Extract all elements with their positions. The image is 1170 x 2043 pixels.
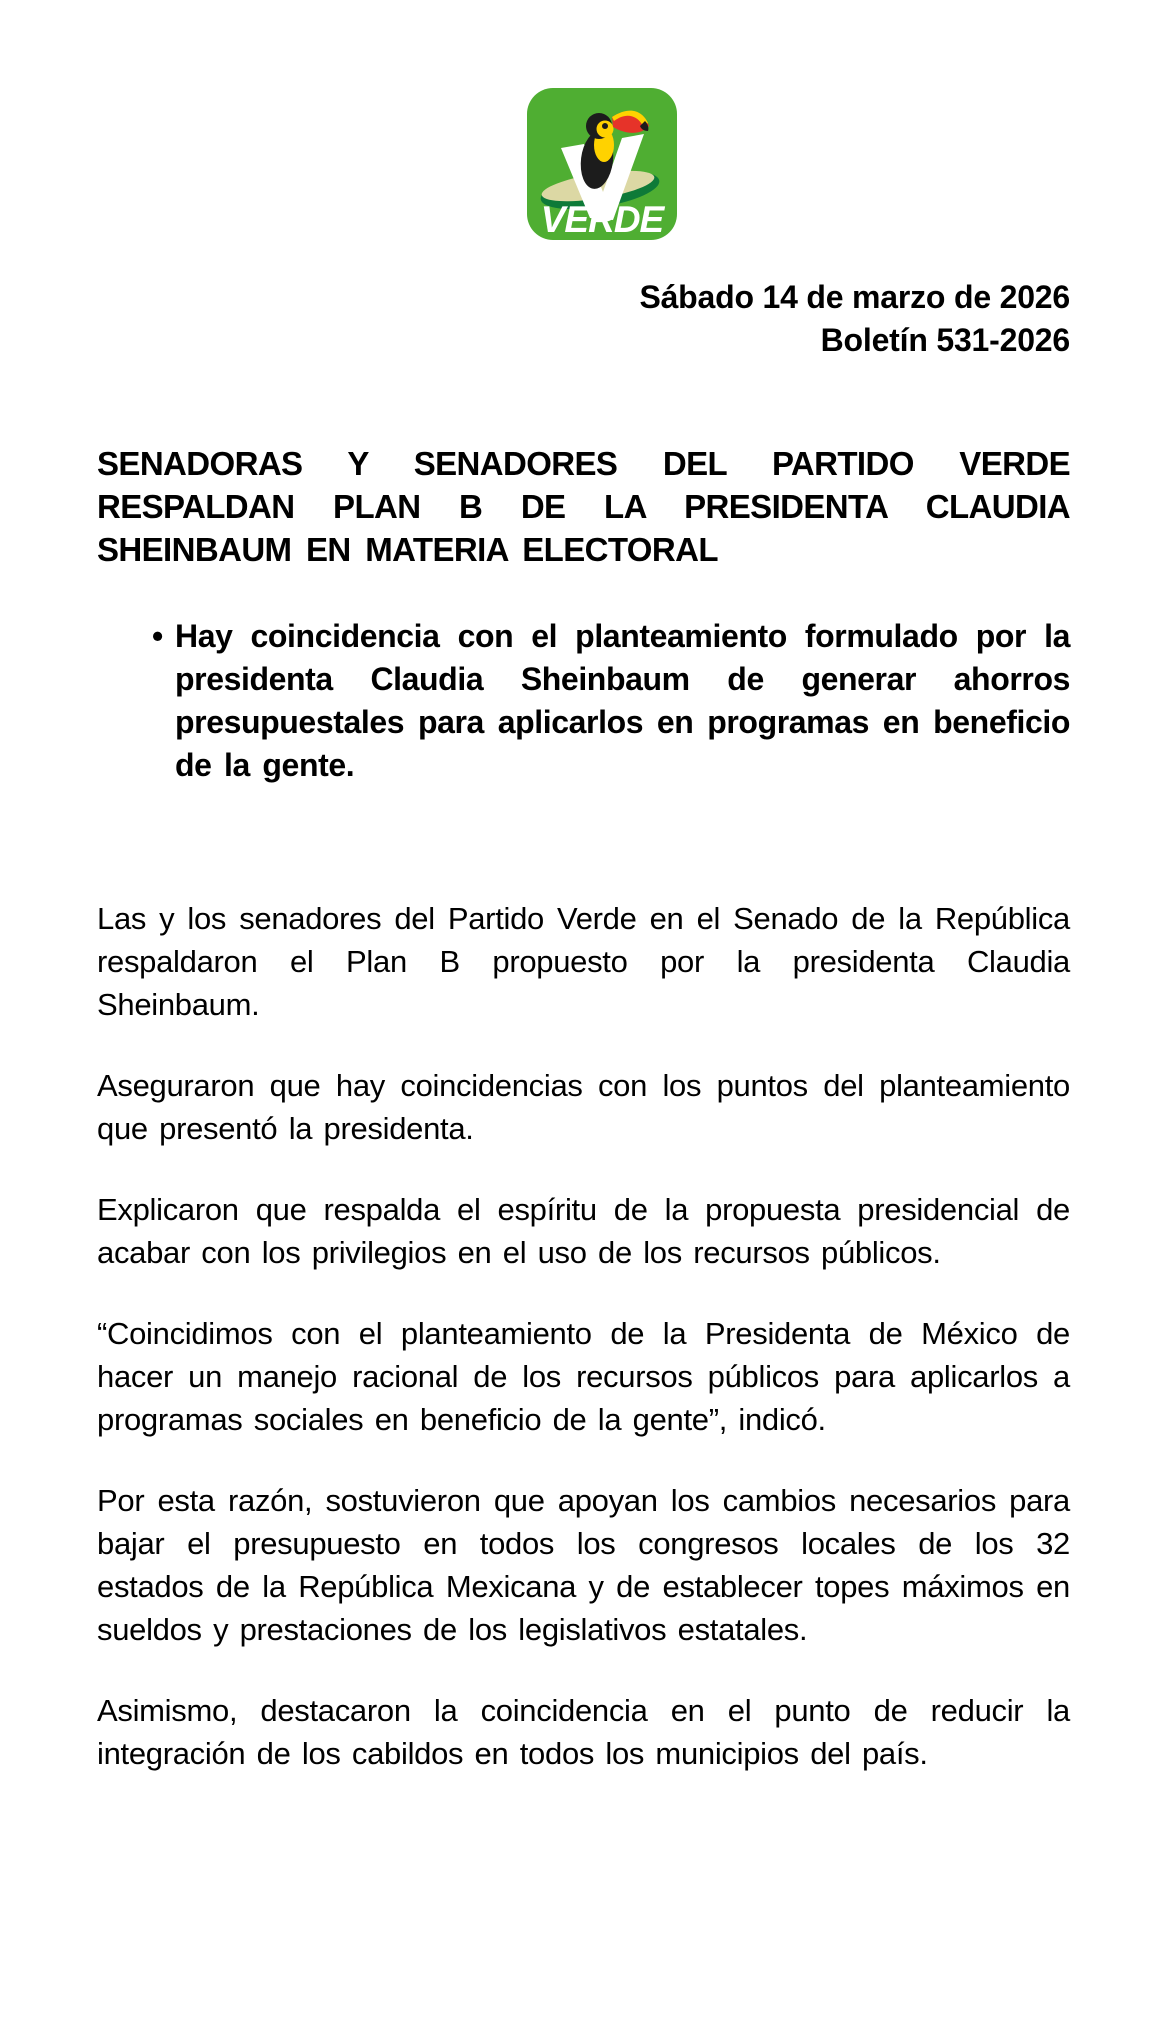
body-paragraph: Aseguraron que hay coincidencias con los puntos del planteamiento que presentó la presidenta. <box>97 1068 1070 1146</box>
verde-party-logo <box>527 88 677 240</box>
body-paragraph: Explicaron que respalda el espíritu de la propuesta presidencial de acabar con los privilegios en el uso de los recursos públicos. <box>97 1192 1070 1270</box>
body-paragraph: Las y los senadores del Partido Verde en el Senado de la República respaldaron el Plan B propuesto por la presidenta Claudia Sheinbaum. <box>97 901 1070 1022</box>
bulletin-number: Boletín 531-2026 <box>820 322 1070 358</box>
body-paragraph: Por esta razón, sostuvieron que apoyan los cambios necesarios para bajar el presupuesto en todos los congresos locales de los 32 estados de la República Mexicana y de establecer topes máximos en sueldos y prestaciones de los legislativos estatales. <box>97 1483 1070 1647</box>
highlight-bullet <box>97 615 1070 787</box>
bullet-text: Hay coincidencia con el planteamiento formulado por la presidenta Claudia Sheinbaum de generar ahorros presupuestales para aplicarlos en programas en beneficio de la gente. <box>175 618 1070 783</box>
bulletin-page <box>0 88 1170 2043</box>
date-line: Sábado 14 de marzo de 2026 <box>639 279 1070 315</box>
headline: SENADORAS Y SENADORES DEL PARTIDO VERDE RESPALDAN PLAN B DE LA PRESIDENTA CLAUDIA SHEINBAUM EN MATERIA ELECTORAL <box>97 445 1070 568</box>
body-paragraph: “Coincidimos con el planteamiento de la Presidenta de México de hacer un manejo racional de los recursos públicos para aplicarlos a programas sociales en beneficio de la gente”, indicó. <box>97 1316 1070 1437</box>
date-block <box>97 276 1070 362</box>
verde-logo-icon <box>527 88 677 240</box>
bullet-marker: • <box>152 618 163 654</box>
body-paragraph: Asimismo, destacaron la coincidencia en el punto de reducir la integración de los cabildos en todos los municipios del país. <box>97 1693 1070 1771</box>
logo-wordmark: VERDE <box>540 199 664 240</box>
